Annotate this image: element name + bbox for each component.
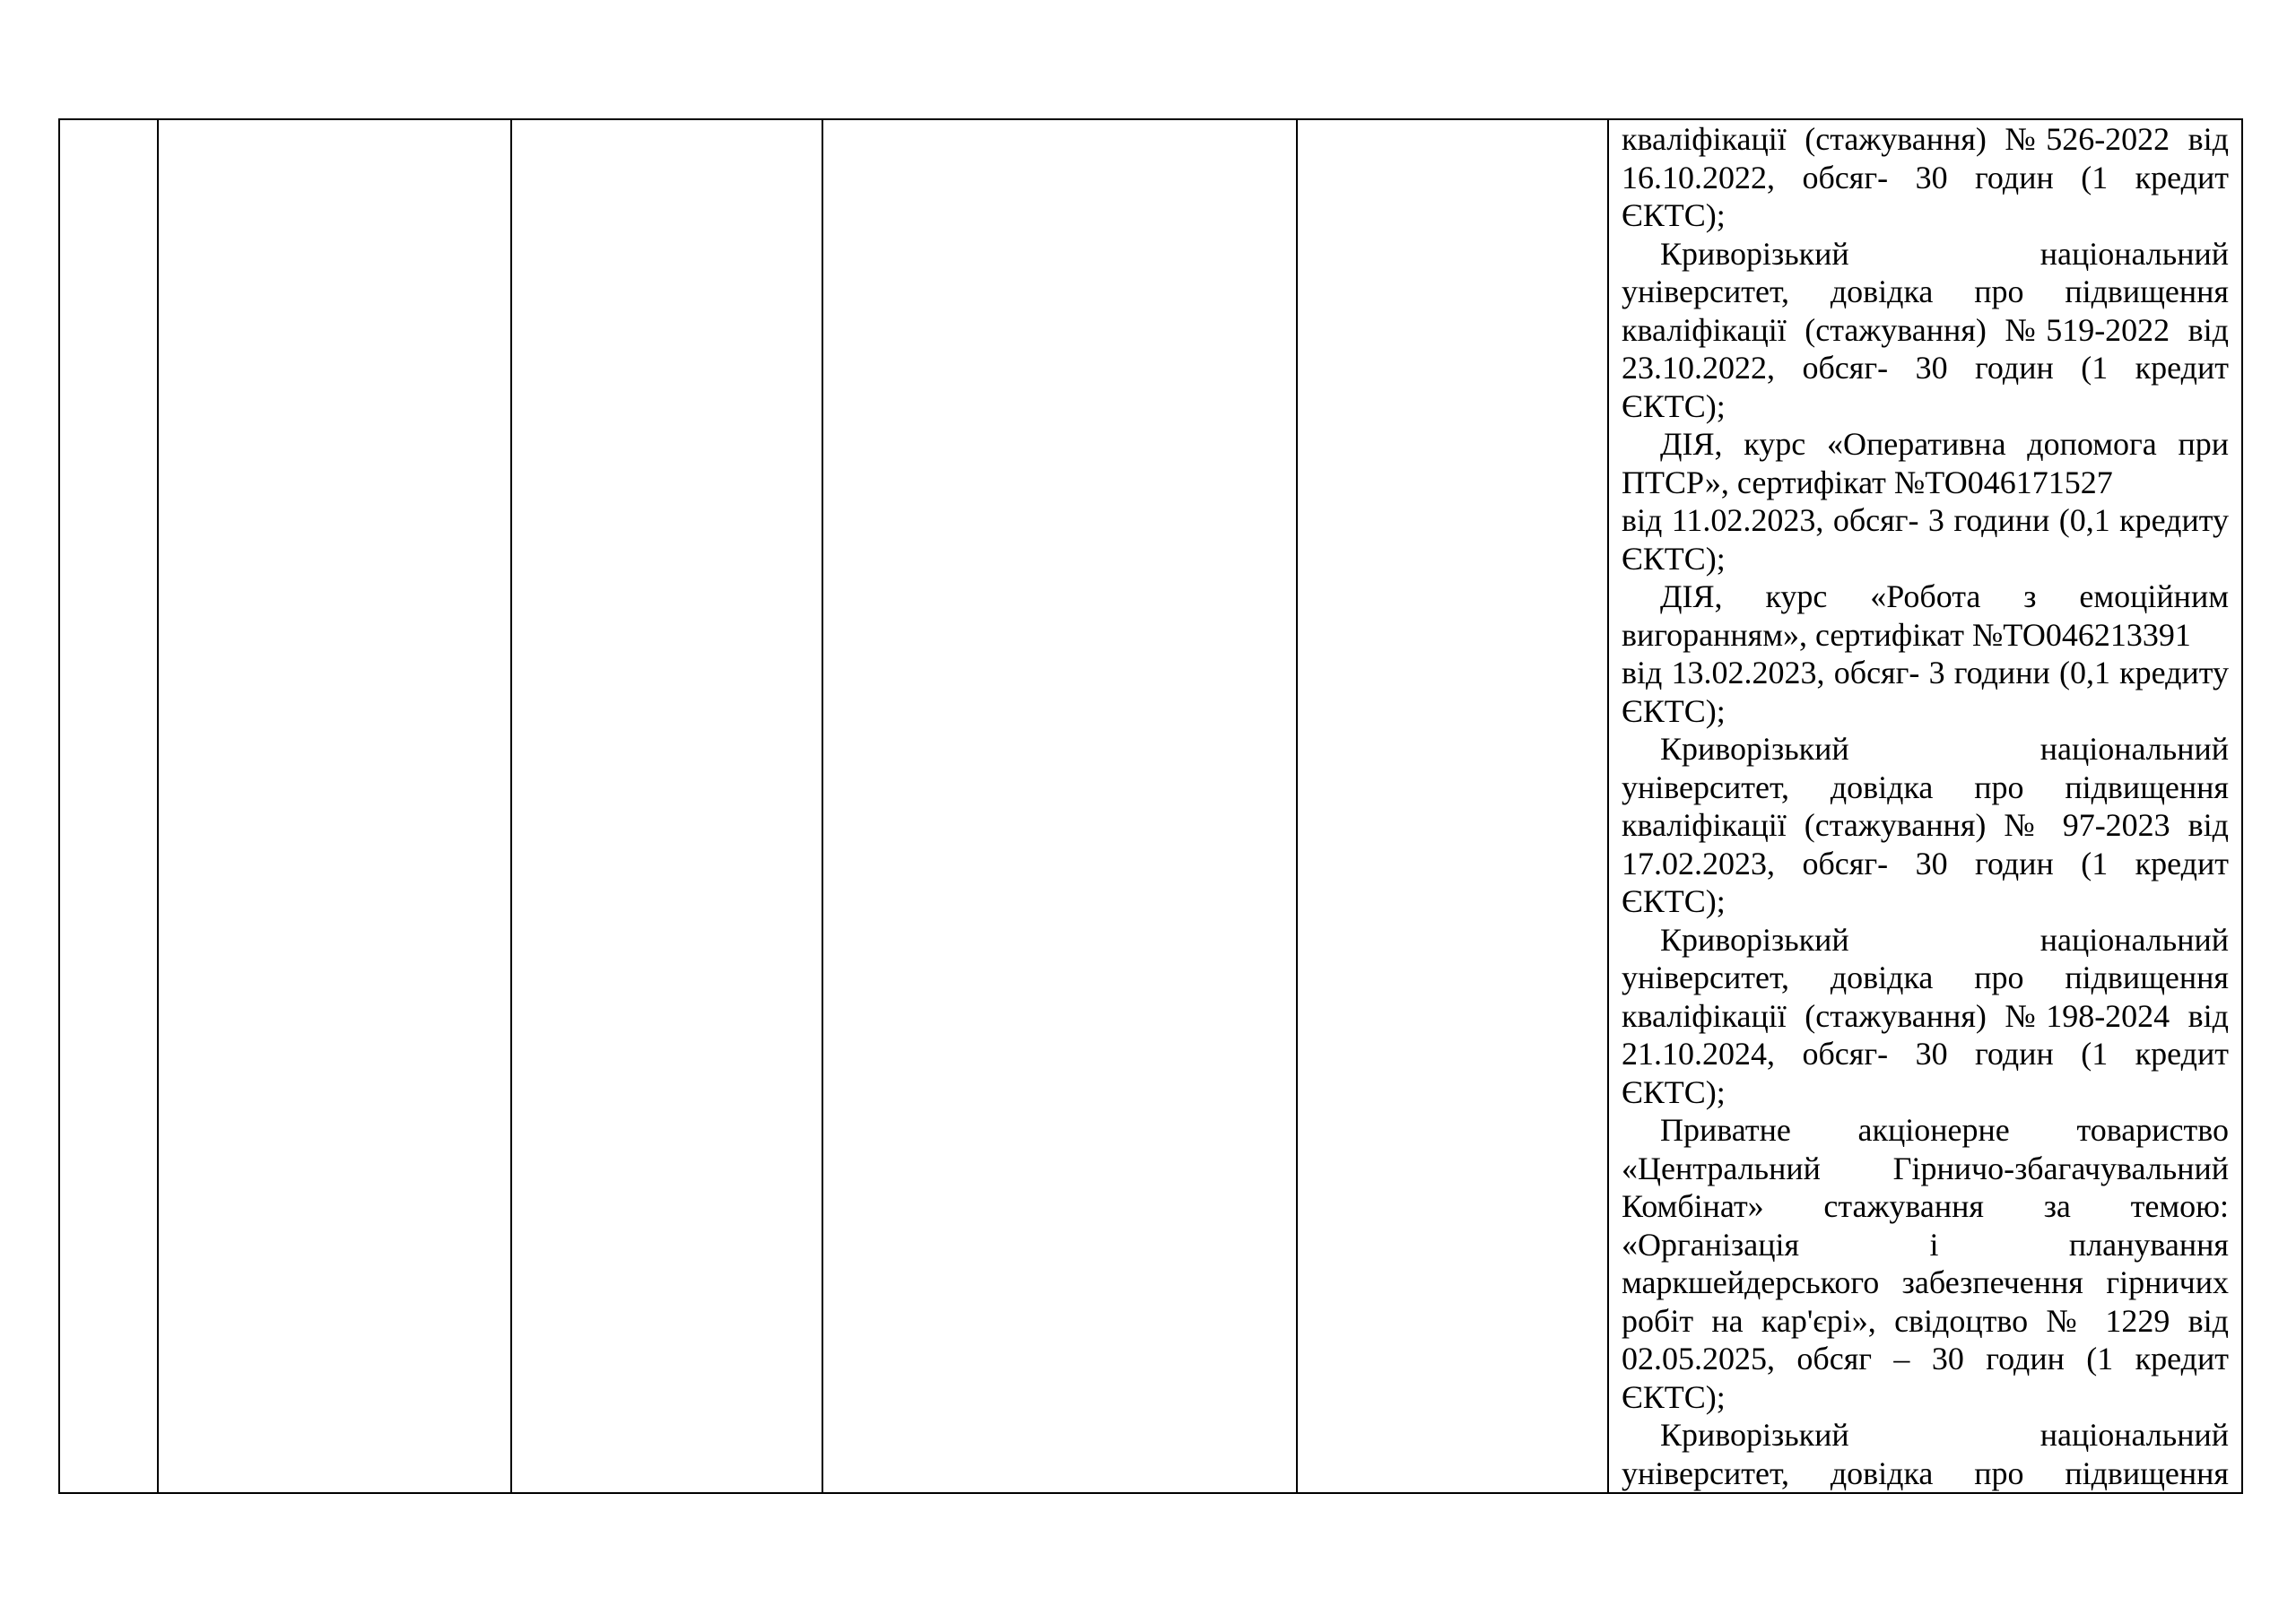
text-line: ЄКТС); bbox=[1622, 540, 1726, 577]
text-line: 21.10.2024, обсяг- 30 годин (1 кредит bbox=[1622, 1036, 2229, 1072]
text-line: 16.10.2022, обсяг- 30 годин (1 кредит bbox=[1622, 159, 2229, 195]
text-line: університет, довідка про підвищення bbox=[1622, 769, 2229, 805]
qualification-text bbox=[1609, 120, 2241, 1492]
text-line: «Організація і планування bbox=[1622, 1226, 2229, 1263]
text-line: ЄКТС); bbox=[1622, 387, 1726, 424]
text-line: ПТСР», сертифікат №ТО046171527 bbox=[1622, 464, 2113, 500]
table-cell-4 bbox=[822, 119, 1297, 1493]
text-line: робіт на кар'єрі», свідоцтво № 1229 від bbox=[1622, 1302, 2229, 1339]
table-cell-5 bbox=[1297, 119, 1608, 1493]
text-line: маркшейдерського забезпечення гірничих bbox=[1622, 1264, 2229, 1300]
document-table bbox=[58, 118, 2243, 1494]
text-line: ЄКТС); bbox=[1622, 1073, 1726, 1110]
text-line: Криворізький національний bbox=[1660, 731, 2229, 767]
text-line: Криворізький національний bbox=[1660, 235, 2229, 272]
text-line: ЄКТС); bbox=[1622, 692, 1726, 729]
table-cell-1 bbox=[59, 119, 158, 1493]
text-line: 17.02.2023, обсяг- 30 годин (1 кредит bbox=[1622, 845, 2229, 881]
text-line: кваліфікації (стажування) № 97-2023 від bbox=[1622, 807, 2229, 843]
text-line: кваліфікації (стажування) №198-2024 від bbox=[1622, 997, 2229, 1034]
text-line: кваліфікації (стажування) №519-2022 від bbox=[1622, 311, 2229, 348]
text-line: 23.10.2022, обсяг- 30 годин (1 кредит bbox=[1622, 350, 2229, 386]
table-cell-2 bbox=[158, 119, 511, 1493]
text-line: ДІЯ, курс «Оперативна допомога при bbox=[1660, 426, 2229, 462]
table-cell-qualifications bbox=[1608, 119, 2242, 1493]
text-line: університет, довідка про підвищення bbox=[1622, 960, 2229, 995]
text-line: ДІЯ, курс «Робота з емоційним bbox=[1660, 578, 2229, 614]
text-line: Криворізький національний bbox=[1660, 921, 2229, 958]
text-line: університет, довідка про підвищення bbox=[1622, 274, 2229, 309]
text-line: ЄКТС); bbox=[1622, 883, 1726, 919]
text-line: від 13.02.2023, обсяг- 3 години (0,1 кредиту bbox=[1622, 655, 2229, 690]
text-line: 02.05.2025, обсяг – 30 годин (1 кредит bbox=[1622, 1341, 2229, 1376]
text-line: Криворізький національний bbox=[1660, 1417, 2229, 1453]
text-line: вигоранням», сертифікат №ТО046213391 bbox=[1622, 616, 2191, 653]
text-line: кваліфікації (стажування) №526-2022 від bbox=[1622, 121, 2229, 157]
text-line: ЄКТС); bbox=[1622, 1378, 1726, 1415]
table-row bbox=[59, 119, 2242, 1493]
text-line: «Центральний Гірничо-збагачувальний bbox=[1622, 1150, 2229, 1186]
text-line: ЄКТС); bbox=[1622, 197, 1726, 233]
text-line: Приватне акціонерне товариство bbox=[1660, 1112, 2229, 1148]
text-line: університет, довідка про підвищення bbox=[1622, 1455, 2229, 1491]
table-cell-3 bbox=[511, 119, 822, 1493]
text-line: від 11.02.2023, обсяг- 3 години (0,1 кредиту bbox=[1622, 502, 2229, 538]
text-line: Комбінат» стажування за темою: bbox=[1622, 1188, 2229, 1224]
